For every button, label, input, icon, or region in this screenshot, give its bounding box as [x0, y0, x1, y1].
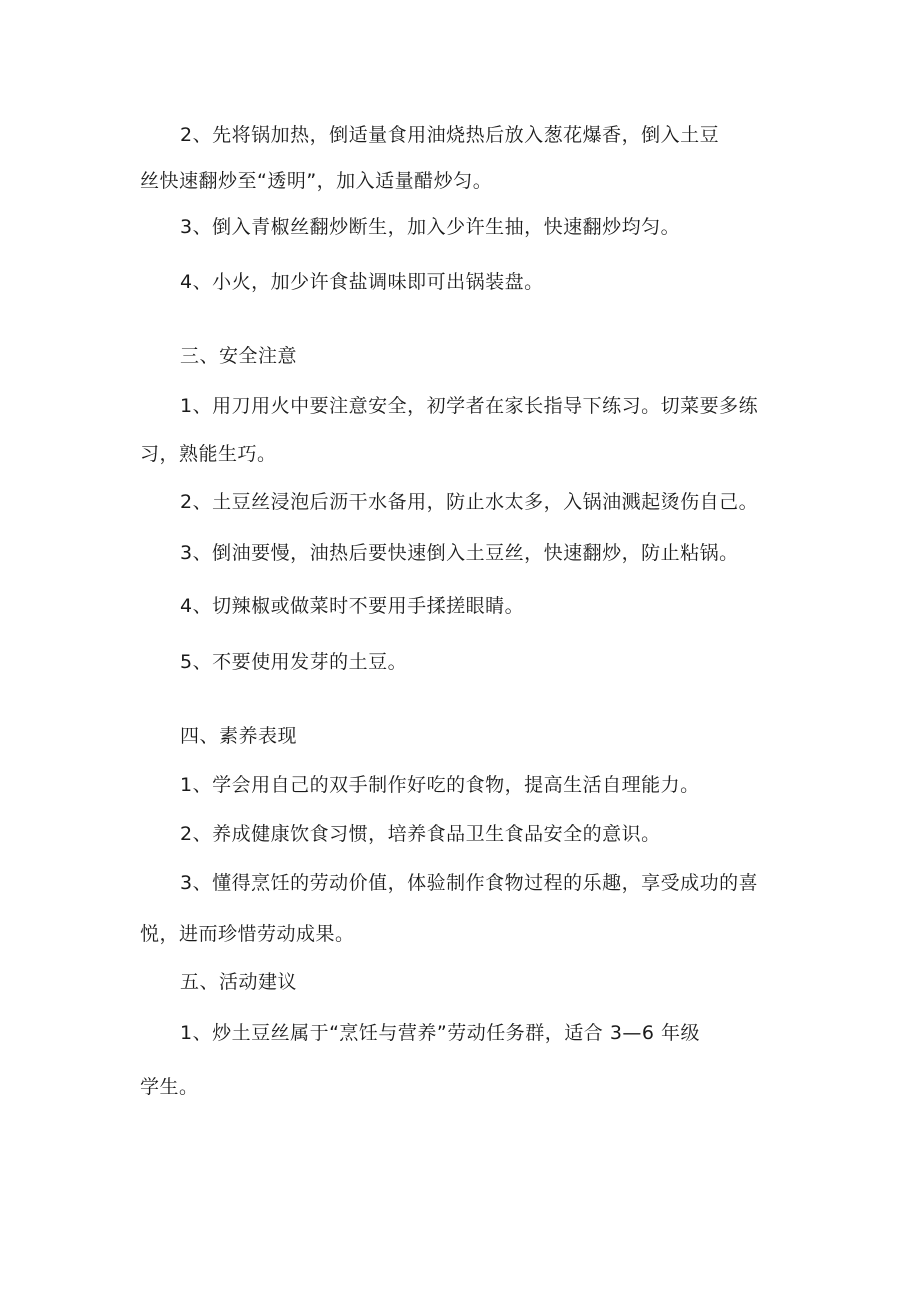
section-heading-suggestions: 五、活动建议 — [180, 971, 298, 993]
section-heading-literacy: 四、素养表现 — [180, 725, 298, 747]
safety-item-1-line-2: 习，熟能生巧。 — [140, 443, 277, 465]
safety-item-3: 3、倒油要慢，油热后要快速倒入土豆丝，快速翻炒，防止粘锅。 — [180, 542, 739, 564]
safety-item-2: 2、土豆丝浸泡后沥干水备用，防止水太多，入锅油溅起烫伤自己。 — [180, 491, 759, 513]
literacy-item-3-line-1: 3、懂得烹饪的劳动价值，体验制作食物过程的乐趣，享受成功的喜 — [180, 872, 759, 894]
step-4: 4、小火，加少许食盐调味即可出锅装盘。 — [180, 271, 544, 293]
step-2-line-1: 2、先将锅加热，倒适量食用油烧热后放入葱花爆香，倒入土豆 — [180, 124, 720, 146]
step-2-line-2: 丝快速翻炒至“透明”，加入适量醋炒匀。 — [140, 170, 493, 192]
step-3: 3、倒入青椒丝翻炒断生，加入少许生抽，快速翻炒均匀。 — [180, 216, 681, 238]
literacy-item-2: 2、养成健康饮食习惯，培养食品卫生食品安全的意识。 — [180, 823, 661, 845]
suggestion-item-1-line-1: 1、炒土豆丝属于“烹饪与营养”劳动任务群，适合 3—6 年级 — [180, 1022, 701, 1044]
safety-item-4: 4、切辣椒或做菜时不要用手揉搓眼睛。 — [180, 595, 525, 617]
literacy-item-3-line-2: 悦，进而珍惜劳动成果。 — [140, 923, 355, 945]
safety-item-5: 5、不要使用发芽的土豆。 — [180, 651, 408, 673]
suggestion-item-1-line-2: 学生。 — [140, 1076, 199, 1098]
section-heading-safety: 三、安全注意 — [180, 345, 298, 367]
safety-item-1-line-1: 1、用刀用火中要注意安全，初学者在家长指导下练习。切菜要多练 — [180, 395, 759, 417]
literacy-item-1: 1、学会用自己的双手制作好吃的食物，提高生活自理能力。 — [180, 774, 700, 796]
